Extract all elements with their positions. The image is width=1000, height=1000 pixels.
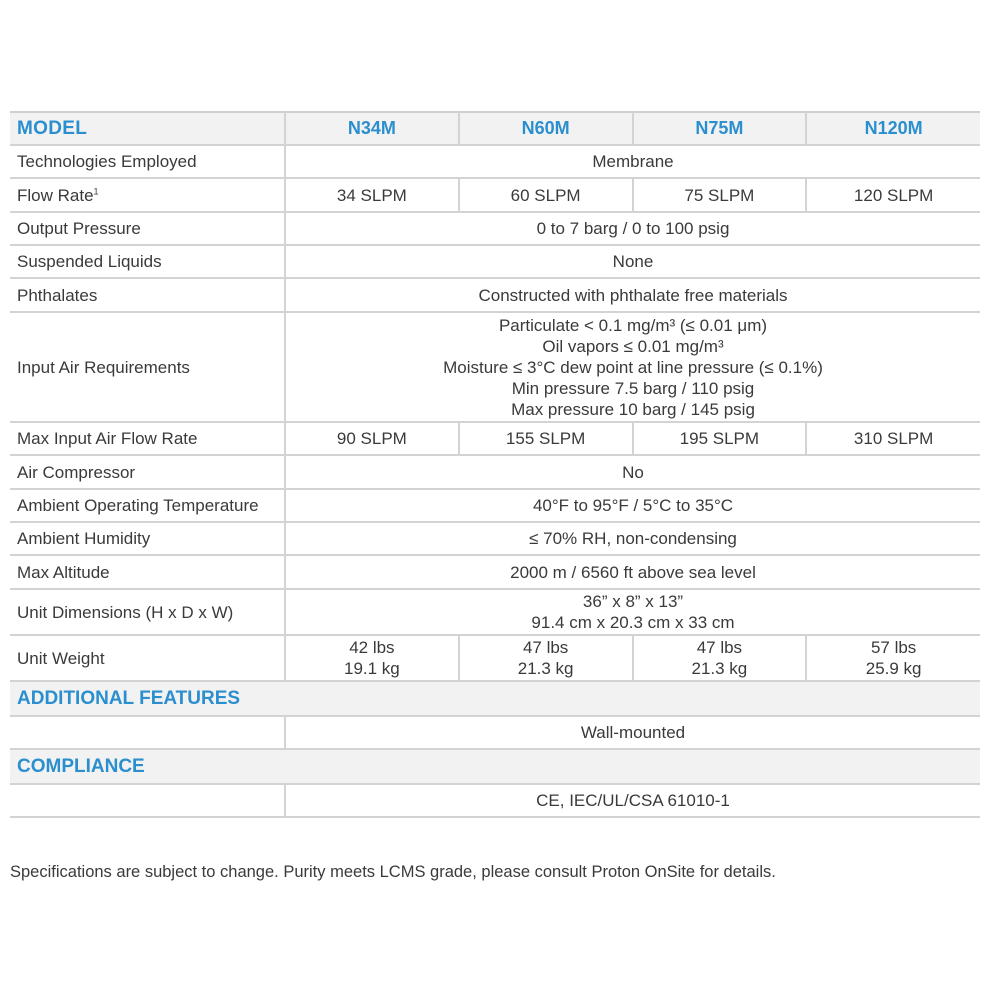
air-compressor-value: No: [285, 455, 980, 489]
phthalates-label: Phthalates: [10, 278, 285, 312]
suspended-liquids-value: None: [285, 245, 980, 278]
compliance-title: COMPLIANCE: [10, 749, 980, 784]
model-header-row: [10, 112, 980, 145]
weight-label: Unit Weight: [10, 635, 285, 681]
input-air-oil-vapors: Oil vapors ≤ 0.01 mg/m³: [542, 336, 724, 356]
weight-n120m: [806, 635, 980, 681]
max-input-flow-label: Max Input Air Flow Rate: [10, 422, 285, 455]
phthalates-value: Constructed with phthalate free materials: [285, 278, 980, 312]
weight-n60m: [459, 635, 633, 681]
flow-rate-n34m: 34 SLPM: [285, 178, 459, 212]
ambient-humidity-row: [10, 522, 980, 555]
output-pressure-label: Output Pressure: [10, 212, 285, 245]
max-altitude-row: [10, 555, 980, 589]
dimensions-value: [285, 589, 980, 635]
weight-n34m-kg: 19.1 kg: [343, 659, 400, 678]
output-pressure-row: [10, 212, 980, 245]
input-air-min-pressure: Min pressure 7.5 barg / 110 psig: [511, 378, 755, 398]
max-altitude-value: 2000 m / 6560 ft above sea level: [285, 555, 980, 589]
max-input-flow-n120m: 310 SLPM: [806, 422, 980, 455]
additional-features-title: ADDITIONAL FEATURES: [10, 681, 980, 716]
air-compressor-row: [10, 455, 980, 489]
ambient-temp-value: 40°F to 95°F / 5°C to 35°C: [285, 489, 980, 522]
weight-n120m-lbs: 57 lbs: [870, 638, 917, 657]
model-header-label: MODEL: [10, 112, 285, 145]
model-n75m: N75M: [633, 112, 807, 145]
weight-n120m-kg: 25.9 kg: [865, 659, 922, 678]
max-input-flow-n60m: 155 SLPM: [459, 422, 633, 455]
additional-features-header-row: [10, 681, 980, 716]
air-compressor-label: Air Compressor: [10, 455, 285, 489]
weight-n34m-lbs: 42 lbs: [349, 638, 395, 657]
max-input-flow-n75m: 195 SLPM: [633, 422, 807, 455]
suspended-liquids-row: [10, 245, 980, 278]
technologies-row: [10, 145, 980, 178]
model-n34m: N34M: [285, 112, 459, 145]
model-n60m: N60M: [459, 112, 633, 145]
input-air-moisture: Moisture ≤ 3°C dew point at line pressure (≤ 0.1%): [443, 357, 823, 377]
dimensions-row: [10, 589, 980, 635]
ambient-humidity-label: Ambient Humidity: [10, 522, 285, 555]
compliance-value: CE, IEC/UL/CSA 61010-1: [285, 784, 980, 817]
input-air-max-pressure: Max pressure 10 barg / 145 psig: [511, 399, 755, 419]
weight-n60m-lbs: 47 lbs: [522, 638, 569, 657]
additional-features-row: [10, 716, 980, 749]
flow-rate-n120m: 120 SLPM: [806, 178, 980, 212]
input-air-particulate: Particulate < 0.1 mg/m³ (≤ 0.01 μm): [498, 315, 768, 335]
dimensions-cm: 91.4 cm x 20.3 cm x 33 cm: [531, 613, 735, 632]
dimensions-label: Unit Dimensions (H x D x W): [10, 589, 285, 635]
compliance-row: [10, 784, 980, 817]
input-air-row: [10, 312, 980, 422]
weight-n34m: [285, 635, 459, 681]
model-n120m: N120M: [806, 112, 980, 145]
additional-features-empty-label: [10, 716, 285, 749]
max-input-flow-row: [10, 422, 980, 455]
ambient-temp-row: [10, 489, 980, 522]
flow-rate-row: [10, 178, 980, 212]
flow-rate-n75m: 75 SLPM: [633, 178, 807, 212]
weight-n75m-lbs: 47 lbs: [696, 638, 743, 657]
flow-rate-n60m: 60 SLPM: [459, 178, 633, 212]
specifications-footnote: Specifications are subject to change. Purity meets LCMS grade, please consult Proton OnSite for details.: [10, 863, 776, 881]
phthalates-row: [10, 278, 980, 312]
max-altitude-label: Max Altitude: [10, 555, 285, 589]
weight-n60m-kg: 21.3 kg: [517, 659, 574, 678]
input-air-label: Input Air Requirements: [10, 312, 285, 422]
ambient-temp-label: Ambient Operating Temperature: [10, 489, 285, 522]
flow-rate-label: [10, 178, 285, 212]
output-pressure-value: 0 to 7 barg / 0 to 100 psig: [285, 212, 980, 245]
spec-table: [10, 111, 980, 818]
ambient-humidity-value: ≤ 70% RH, non-condensing: [285, 522, 980, 555]
weight-n75m-kg: 21.3 kg: [691, 659, 748, 678]
compliance-empty-label: [10, 784, 285, 817]
max-input-flow-n34m: 90 SLPM: [285, 422, 459, 455]
dimensions-inches: 36” x 8” x 13”: [582, 592, 684, 611]
weight-row: [10, 635, 980, 681]
input-air-value: [285, 312, 980, 422]
compliance-header-row: [10, 749, 980, 784]
technologies-value: Membrane: [285, 145, 980, 178]
suspended-liquids-label: Suspended Liquids: [10, 245, 285, 278]
flow-rate-label-text: Flow Rate: [17, 185, 94, 205]
weight-n75m: [633, 635, 807, 681]
flow-rate-footnote-mark: 1: [93, 185, 99, 196]
additional-features-value: Wall-mounted: [285, 716, 980, 749]
technologies-label: Technologies Employed: [10, 145, 285, 178]
